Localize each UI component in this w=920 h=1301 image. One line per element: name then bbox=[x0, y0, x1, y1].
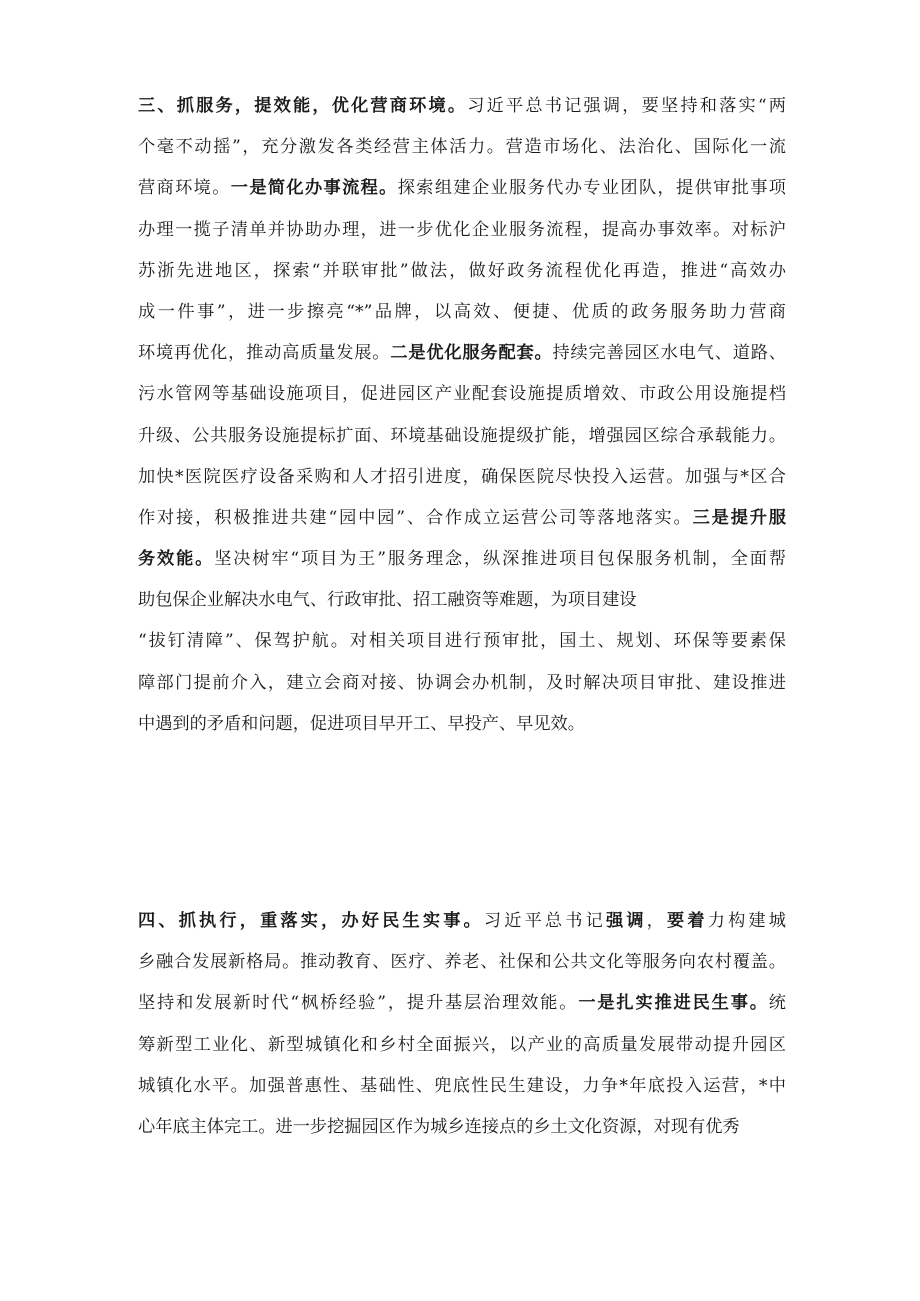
body-text: 乡融合发展新格局。推动教育、医疗、养老、社保和公共文化等服务向农村覆盖。 bbox=[138, 952, 786, 973]
body-text: 办理一揽子清单并协助办理，进一步优化企业服务流程，提高办事效率。对标沪 bbox=[138, 219, 786, 240]
bold-heading-text: 一是扎实推进民生事。 bbox=[578, 993, 769, 1014]
body-text: 筹新型工业化、新型城镇化和乡村全面振兴，以产业的高质量发展带动提升园区 bbox=[138, 1034, 786, 1055]
bold-heading-text: 四、抓执行，重落实，办好民生实事。 bbox=[138, 911, 484, 931]
body-text: 心年底主体完工。进一步挖掘园区作为城乡连接点的乡土文化资源，对现有优秀 bbox=[138, 1116, 740, 1137]
body-text: 习近平总书记 bbox=[483, 911, 606, 931]
body-text: 中遇到的矛盾和问题，促进项目早开工、早投产、早见效。 bbox=[138, 713, 585, 734]
text-line bbox=[138, 292, 786, 333]
bold-heading-text: 二是优化服务配套。 bbox=[390, 343, 553, 364]
text-line bbox=[138, 901, 786, 942]
body-text: 苏浙先进地区，探索“并联审批”做法，做好政务流程优化再造，推进“高效办 bbox=[138, 260, 786, 281]
body-text: 助包保企业解决水电气、行政审批、招工融资等难题，为项目建设 bbox=[138, 590, 637, 611]
bold-heading-text: 三是提升服 bbox=[692, 507, 786, 528]
body-text: 城镇化水平。加强普惠性、基础性、兜底性民生建设，力争*年底投入运营，*中 bbox=[138, 1075, 786, 1096]
body-text: 成一件事”，进一步擦亮“*”品牌，以高效、便捷、优质的政务服务助力营商 bbox=[138, 301, 786, 322]
text-line bbox=[138, 621, 786, 662]
body-text: ， bbox=[646, 911, 668, 931]
text-line bbox=[138, 1066, 786, 1107]
text-line bbox=[138, 374, 786, 415]
text-line bbox=[138, 457, 786, 498]
text-line bbox=[138, 539, 786, 580]
text-line bbox=[138, 663, 786, 704]
bold-heading-text: 一是简化办事流程。 bbox=[230, 178, 398, 199]
body-text: 力构建城 bbox=[707, 911, 786, 931]
text-line bbox=[138, 704, 786, 745]
paragraph-section-4 bbox=[138, 901, 786, 1148]
text-line bbox=[138, 1107, 786, 1148]
text-line bbox=[138, 127, 786, 168]
text-line bbox=[138, 251, 786, 292]
body-text: 坚决树牢“项目为王”服务理念，纵深推进项目包保服务机制，全面帮 bbox=[214, 549, 786, 570]
body-text: 障部门提前介入，建立会商对接、协调会办机制，及时解决项目审批、建设推进 bbox=[138, 672, 786, 693]
body-text: 坚持和发展新时代“枫桥经验”，提升基层治理效能。 bbox=[138, 993, 579, 1014]
text-line bbox=[138, 210, 786, 251]
body-text: 习近平总书记强调，要坚持和落实“两 bbox=[467, 96, 786, 116]
text-line bbox=[138, 942, 786, 983]
bold-heading-text: 强调 bbox=[605, 911, 647, 931]
body-text: 加快*医院医疗设备采购和人才招引进度，确保医院尽快投入运营。加强与*区合 bbox=[138, 466, 786, 487]
text-line bbox=[138, 416, 786, 457]
text-line bbox=[138, 983, 786, 1024]
body-text: 升级、公共服务设施提标扩面、环境基础设施提级扩能，增强园区综合承载能力。 bbox=[138, 425, 786, 446]
body-text: 统 bbox=[768, 993, 786, 1014]
body-text: 污水管网等基础设施项目，促进园区产业配套设施提质增效、市政公用设施提档 bbox=[138, 384, 786, 405]
body-text: 个毫不动摇”，充分激发各类经营主体活力。营造市场化、法治化、国际化一流 bbox=[138, 137, 786, 158]
text-line bbox=[138, 580, 786, 621]
body-text: 持续完善园区水电气、道路、 bbox=[552, 343, 786, 364]
text-line bbox=[138, 1025, 786, 1066]
text-line bbox=[138, 333, 786, 374]
text-line bbox=[138, 168, 786, 209]
text-line bbox=[138, 86, 786, 127]
body-text: “拔钉清障”、保驾护航。对相关项目进行预审批，国土、规划、环保等要素保 bbox=[138, 631, 786, 652]
bold-heading-text: 三、抓服务，提效能，优化营商环境。 bbox=[138, 96, 468, 116]
bold-heading-text: 要着 bbox=[667, 911, 708, 931]
body-text: 营商环境。 bbox=[138, 178, 231, 199]
paragraph-section-3 bbox=[138, 86, 786, 745]
body-text: 作对接，积极推进共建“园中园”、合作成立运营公司等落地落实。 bbox=[138, 507, 693, 528]
body-text: 环境再优化，推动高质量发展。 bbox=[138, 343, 391, 364]
body-text: 探索组建企业服务代办专业团队，提供审批事项 bbox=[397, 178, 786, 199]
bold-heading-text: 务效能。 bbox=[138, 549, 215, 570]
text-line bbox=[138, 498, 786, 539]
